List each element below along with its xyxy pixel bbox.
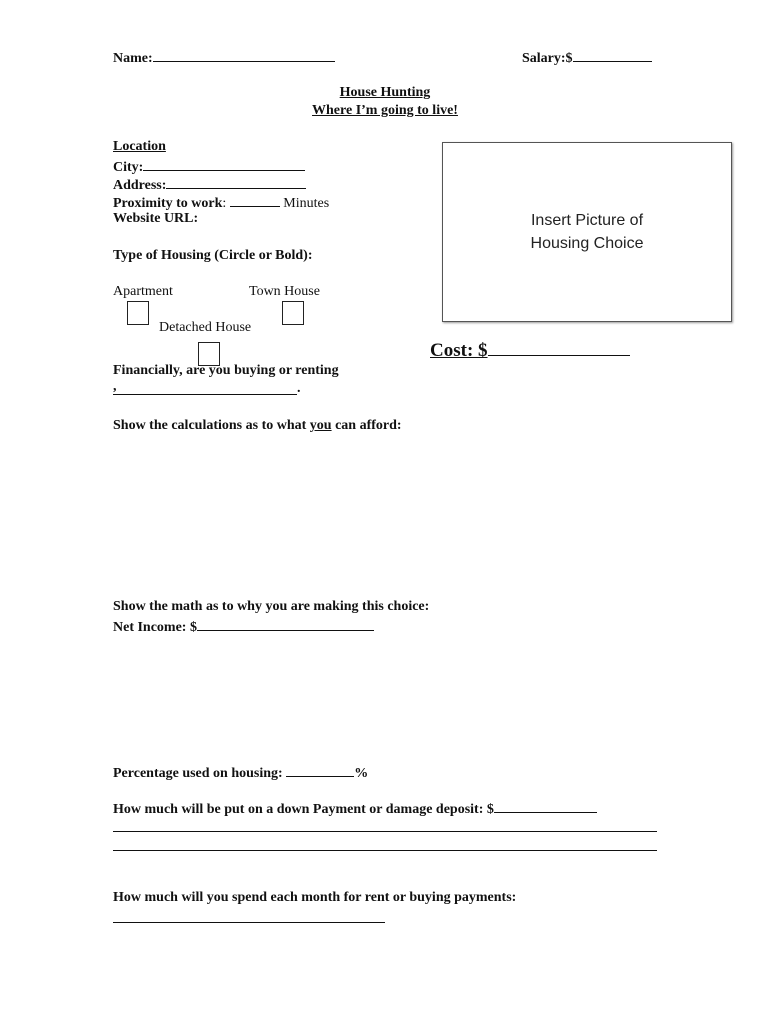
picture-text-line1: Insert Picture of xyxy=(530,212,644,229)
website-label: Website URL: xyxy=(113,211,199,226)
salary-field[interactable] xyxy=(522,47,652,68)
name-blank[interactable] xyxy=(153,47,335,62)
percentage-field[interactable] xyxy=(113,762,368,783)
calculations-label xyxy=(113,417,402,435)
proximity-colon: : xyxy=(222,196,227,211)
city-blank[interactable] xyxy=(143,156,305,171)
apartment-option[interactable]: Apartment xyxy=(113,284,173,299)
apartment-checkbox[interactable] xyxy=(127,301,149,325)
address-label: Address: xyxy=(113,178,167,193)
percentage-suffix: % xyxy=(354,766,369,781)
location-heading: Location xyxy=(113,139,166,154)
math-label: Show the math as to why you are making this choice: xyxy=(113,599,430,614)
detached-house-option[interactable]: Detached House xyxy=(159,320,252,335)
net-income-label: Net Income: $ xyxy=(113,620,197,635)
financial-answer-blank[interactable] xyxy=(113,380,297,395)
calculations-label-before: Show the calculations as to what xyxy=(113,418,310,433)
proximity-blank[interactable] xyxy=(230,192,280,207)
net-income-field[interactable] xyxy=(113,616,374,637)
monthly-payment-answer-line[interactable] xyxy=(113,922,385,923)
down-payment-label: How much will be put on a down Payment or damage deposit: $ xyxy=(113,802,494,817)
percentage-label: Percentage used on housing: xyxy=(113,766,283,781)
housing-type-label: Type of Housing (Circle or Bold): xyxy=(113,248,313,263)
financial-blank-start: , xyxy=(113,379,117,394)
calculations-label-you: you xyxy=(309,418,332,433)
financial-question: Financially, are you buying or renting xyxy=(113,363,339,378)
minutes-label: Minutes xyxy=(283,196,330,211)
down-payment-blank[interactable] xyxy=(494,798,597,813)
page-subtitle: Where I’m going to live! xyxy=(312,103,458,118)
cost-field[interactable] xyxy=(430,340,630,362)
down-payment-answer-line-1[interactable] xyxy=(113,831,657,832)
financial-blank-end: . xyxy=(297,381,301,396)
cost-blank[interactable] xyxy=(488,340,630,356)
picture-placeholder[interactable] xyxy=(442,142,732,322)
monthly-payment-label: How much will you spend each month for rent or buying payments: xyxy=(113,890,517,905)
net-income-blank[interactable] xyxy=(197,616,374,631)
down-payment-answer-line-2[interactable] xyxy=(113,850,657,851)
page-title: House Hunting xyxy=(339,85,431,100)
town-house-option[interactable]: Town House xyxy=(249,284,320,299)
picture-text-line2: Housing Choice xyxy=(530,235,644,252)
address-blank[interactable] xyxy=(166,174,306,189)
name-field[interactable] xyxy=(113,47,335,68)
town-house-checkbox[interactable] xyxy=(282,301,304,325)
down-payment-field[interactable] xyxy=(113,798,597,819)
financial-answer-field[interactable] xyxy=(113,380,301,398)
salary-label: Salary:$ xyxy=(522,51,573,66)
city-label: City: xyxy=(113,160,144,175)
proximity-label: Proximity to work xyxy=(113,196,223,211)
calculations-label-after: can afford: xyxy=(331,418,402,433)
cost-label: Cost: $ xyxy=(430,340,488,361)
name-label: Name: xyxy=(113,51,153,66)
percentage-blank[interactable] xyxy=(286,762,354,777)
salary-blank[interactable] xyxy=(573,47,652,62)
